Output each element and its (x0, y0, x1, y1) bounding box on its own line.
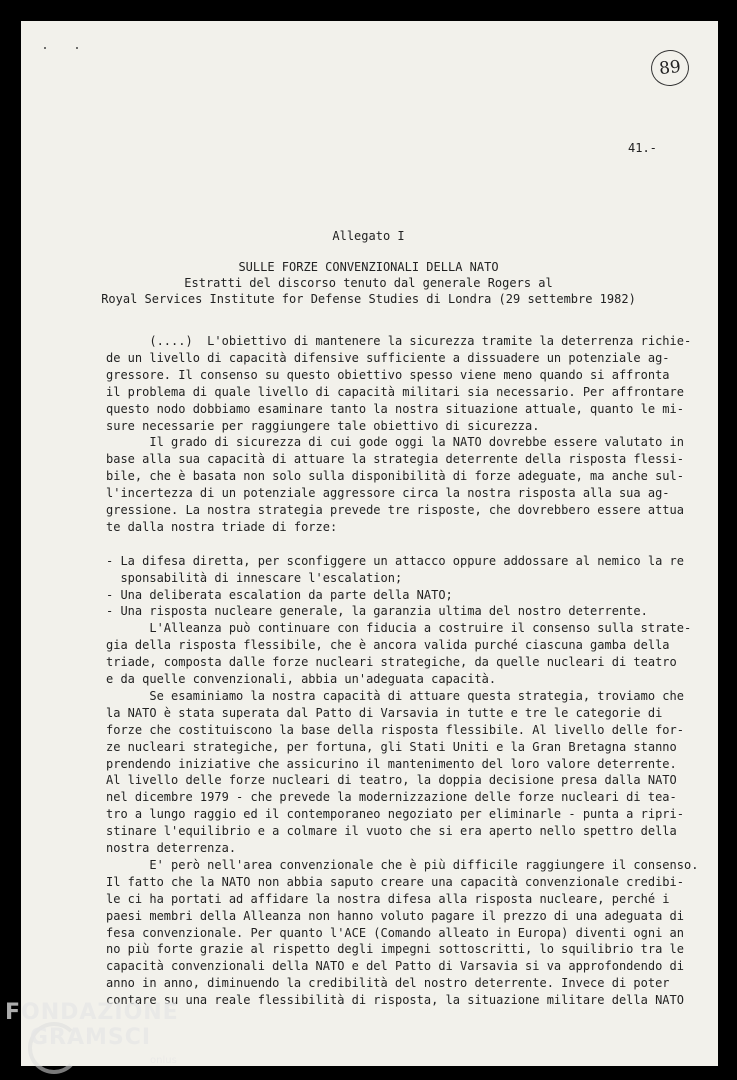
body-line: capacità convenzionali della NATO e del Patto di Varsavia si va approfondendo di (106, 959, 684, 974)
body-line: - La difesa diretta, per sconfiggere un attacco oppure addossare al nemico la re (106, 553, 684, 568)
body-line: triade, composta dalle forze nucleari strategiche, da quelle nucleari di teatro (106, 655, 677, 670)
body-line: il problema di quale livello di capacità militari sia necessario. Per affrontare (106, 384, 684, 399)
annex-label: Allegato I (332, 229, 405, 243)
body-line: tro a lungo raggio ed il contemporaneo negoziato per eliminarle - punta a ripri- (106, 807, 684, 822)
body-line: no più forte grazie al rispetto degli impegni sottoscritti, lo squilibrio tra le (106, 942, 684, 957)
body-line: anno in anno, diminuendo la credibilità del nostro deterrente. Invece di poter (106, 976, 670, 991)
body-line: le ci ha portati ad affidare la nostra difesa alla risposta nucleare, perché i (106, 891, 670, 906)
body-line: e da quelle convenzionali, abbia un'adeguata capacità. (106, 672, 497, 686)
body-line: ze nucleari strategiche, per fortuna, gli Stati Uniti e la Gran Bretagna stanno (106, 739, 677, 754)
document-title: SULLE FORZE CONVENZIONALI DELLA NATO (238, 260, 499, 274)
body-line: gressione. La nostra strategia prevede tre risposte, che dovrebbero essere attua (106, 503, 684, 517)
body-line: Al livello delle forze nucleari di teatro, la doppia decisione presa dalla NATO (106, 773, 677, 788)
body-line: sure necessarie per raggiungere tale obiettivo di sicurezza. (106, 418, 540, 433)
body-line: bile, che è basata non solo sulla disponibilità di forze adeguate, ma anche sul- (106, 469, 684, 484)
body-line: E' però nell'area convenzionale che è più difficile raggiungere il consenso. (106, 857, 699, 872)
body-line: Se esaminiamo la nostra capacità di attuare questa strategia, troviamo che (106, 688, 684, 703)
document-subtitle-2: Royal Services Institute for Defense Studies di Londra (29 settembre 1982) (101, 292, 636, 306)
body-line: nel dicembre 1979 - che prevede la modernizzazione delle forze nucleari di tea- (106, 790, 677, 805)
watermark-line1: FONDAZIONE (5, 1000, 179, 1025)
body-line: L'Alleanza può continuare con fiducia a costruire il consenso sulla strate- (106, 621, 692, 636)
body-line: stinare l'equilibrio e a colmare il vuoto che si era aperto nello spettro della (106, 824, 677, 839)
paper-speck (44, 47, 46, 49)
body-line: questo nodo dobbiamo esaminare tanto la nostra situazione attuale, quanto le mi- (106, 401, 684, 416)
body-line: gressore. Il consenso su questo obiettivo spesso viene meno quando si affronta (106, 367, 670, 382)
body-line: (....) L'obiettivo di mantenere la sicurezza tramite la deterrenza richie- (106, 334, 692, 348)
paper-speck (76, 47, 78, 49)
body-line: gia della risposta flessibile, che è ancora valida purché ciascuna gamba della (106, 638, 670, 653)
body-line: de un livello di capacità difensive sufficiente a dissuadere un potenziale ag- (106, 350, 670, 365)
document-subtitle-1: Estratti del discorso tenuto dal generale Rogers al (184, 276, 553, 290)
body-line: prendendo iniziative che assicurino il mantenimento del loro valore deterrente. (106, 756, 677, 771)
archive-stamp: 89 (649, 48, 691, 88)
body-line: Il grado di sicurezza di cui gode oggi la NATO dovrebbe essere valutato in (106, 435, 684, 450)
page-number: 41.- (628, 141, 657, 155)
body-line: Il fatto che la NATO non abbia saputo creare una capacità convenzionale credibi- (106, 874, 684, 889)
body-line: - Una risposta nucleare generale, la garanzia ultima del nostro deterrente. (106, 604, 648, 619)
body-line: base alla sua capacità di attuare la strategia deterrente della risposta flessi- (106, 452, 684, 467)
body-line: la NATO è stata superata dal Patto di Varsavia in tutte e tre le categorie di (106, 705, 663, 720)
watermark-line2: GRAMSCI (30, 1025, 152, 1050)
body-line: nostra deterrenza. (106, 841, 237, 855)
watermark-line3: onlus (150, 1055, 177, 1066)
body-line: l'incertezza di un potenziale aggressore circa la nostra risposta alla sua ag- (106, 486, 670, 501)
body-line: forze che costituiscono la base della risposta flessibile. Al livello delle for- (106, 722, 684, 737)
body-line: sponsabilità di innescare l'escalation; (106, 570, 403, 585)
body-line: - Una deliberata escalation da parte della NATO; (106, 587, 453, 602)
body-line: fesa convenzionale. Per quanto l'ACE (Comando alleato in Europa) diventi ogni an (106, 925, 684, 940)
body-line: paesi membri della Alleanza non hanno voluto pagare il prezzo di una adeguata di (106, 908, 684, 923)
body-line: te dalla nostra triade di forze: (106, 519, 338, 534)
body-line: contare su una reale flessibilità di risposta, la situazione militare della NATO (106, 993, 684, 1008)
